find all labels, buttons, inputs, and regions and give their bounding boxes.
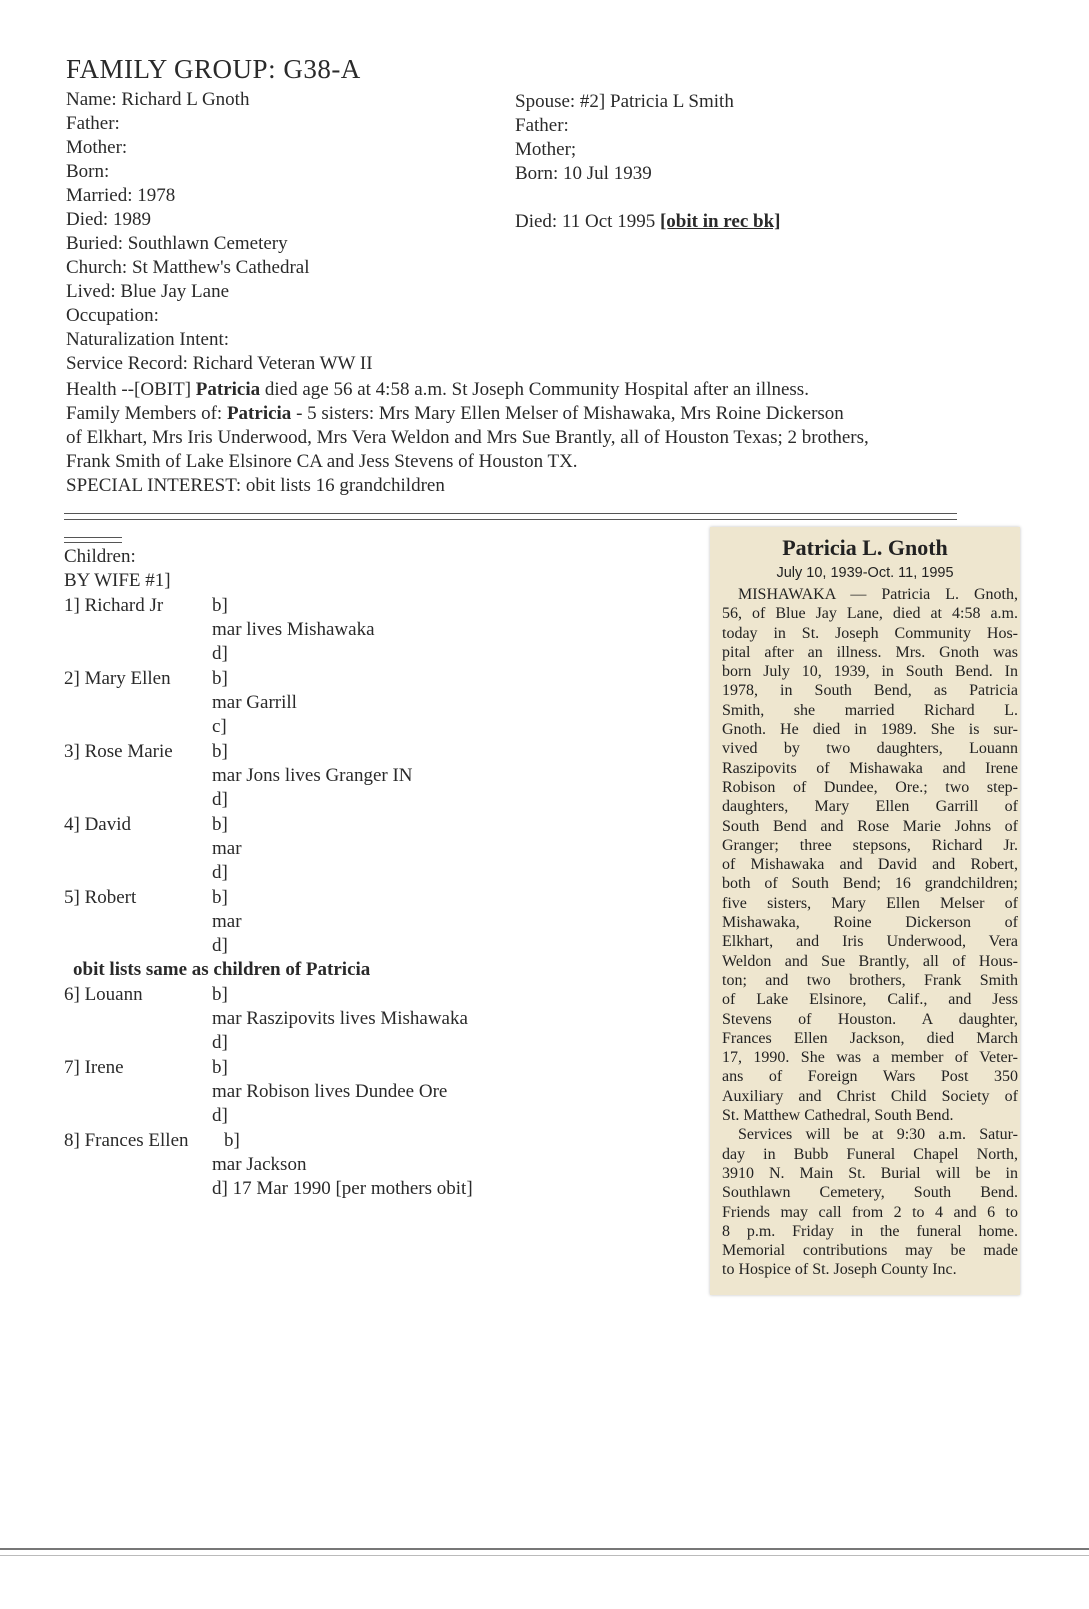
child-married: mar	[212, 838, 242, 859]
clipping-line: ton; and two brothers, Frank Smith	[722, 971, 1018, 989]
child-died: d]	[212, 935, 228, 956]
clipping-line: Smith, she married Richard L.	[722, 701, 1018, 719]
children-heading: Children:	[64, 546, 136, 567]
clipping-line: born July 10, 1939, in South Bend. In	[722, 663, 1018, 681]
child-name: 6] Louann	[64, 984, 143, 1005]
clipping-line: 56, of Blue Jay Lane, died at 4:58 a.m.	[722, 605, 1018, 623]
child-name: 8] Frances Ellen	[64, 1130, 189, 1151]
by-wife-heading: BY WIFE #1]	[64, 570, 171, 591]
clipping-line: five sisters, Mary Ellen Melser of	[722, 894, 1018, 912]
child-died: d]	[212, 1105, 228, 1126]
husband-lived: Lived: Blue Jay Lane	[66, 281, 230, 302]
child-born: b]	[224, 1130, 240, 1151]
clipping-line: ans of Foreign Wars Post 350	[722, 1068, 1018, 1086]
separator-rule	[64, 513, 957, 520]
child-born: b]	[212, 887, 228, 908]
child-died: c]	[212, 716, 227, 737]
clipping-headline: Patricia L. Gnoth	[782, 535, 948, 560]
clipping-line: MISHAWAKA — Patricia L. Gnoth,	[738, 586, 1018, 603]
child-name: 3] Rose Marie	[64, 741, 173, 762]
family-members-line3: Frank Smith of Lake Elsinore CA and Jess Stevens of Houston TX.	[66, 451, 578, 472]
family-members-line2: of Elkhart, Mrs Iris Underwood, Mrs Vera Weldon and Mrs Sue Brantly, all of Houston Texas; 2 brothers,	[66, 427, 869, 448]
child-married: mar Robison lives Dundee Ore	[212, 1081, 448, 1102]
obit-children-note: obit lists same as children of Patricia	[73, 959, 371, 980]
child-born: b]	[212, 1057, 228, 1078]
clipping-dates: July 10, 1939-Oct. 11, 1995	[776, 565, 954, 581]
clipping-line: Auxiliary and Christ Child Society of	[722, 1087, 1018, 1105]
child-name: 5] Robert	[64, 887, 137, 908]
family-name: Patricia	[226, 403, 292, 424]
child-married: mar Raszipovits lives Mishawaka	[212, 1008, 468, 1029]
clipping-line: Raszipovits of Mishawaka and Irene	[722, 759, 1018, 777]
husband-church: Church: St Matthew's Cathedral	[66, 257, 310, 278]
child-died: d]	[212, 862, 228, 883]
page-bottom-rule	[0, 1548, 1089, 1550]
husband-name: Name: Richard L Gnoth	[66, 89, 250, 110]
child-died: d]	[212, 1032, 228, 1053]
clipping-line: Frances Ellen Jackson, died March	[722, 1029, 1018, 1047]
clipping-line: Robison of Dundee, Ore.; two step-	[722, 778, 1018, 796]
child-born: b]	[212, 814, 228, 835]
husband-mother: Mother:	[66, 137, 128, 158]
clipping-body	[722, 585, 1018, 1280]
child-married: mar Garrill	[212, 692, 297, 713]
clipping-line: Weldon and Sue Brantly, all of Hous-	[722, 952, 1018, 970]
clipping-line: South Bend and Rose Marie Johns of	[722, 817, 1018, 835]
clipping-line: to Hospice of St. Joseph County Inc.	[722, 1261, 957, 1279]
obit-link[interactable]: [obit in rec bk]	[659, 211, 781, 232]
child-died: d]	[212, 789, 228, 810]
family-prefix: Family Members of:	[66, 403, 227, 424]
family-members-note	[66, 402, 844, 426]
clipping-line: 17, 1990. She was a member of Veter-	[722, 1049, 1018, 1067]
spouse-mother: Mother;	[515, 139, 577, 160]
health-note	[66, 378, 809, 402]
clipping-line: day in Bubb Funeral Chapel North,	[722, 1145, 1018, 1163]
child-married: mar Jackson	[212, 1154, 307, 1175]
health-name: Patricia	[195, 379, 261, 400]
health-rest: died age 56 at 4:58 a.m. St Joseph Community Hospital after an illness.	[260, 379, 809, 400]
clipping-line: Gnoth. He died in 1989. She is sur-	[722, 721, 1018, 739]
page-bottom-rule-faint	[0, 1555, 1089, 1556]
clipping-line: Southlawn Cemetery, South Bend.	[722, 1184, 1018, 1202]
child-born: b]	[212, 984, 228, 1005]
clipping-line: of Lake Elsinore, Calif., and Jess	[722, 991, 1018, 1009]
clipping-line: of Mishawaka and David and Robert,	[722, 856, 1018, 874]
clipping-line: Friends may call from 2 to 4 and 6 to	[722, 1203, 1018, 1221]
child-name: 2] Mary Ellen	[64, 668, 171, 689]
obituary-clipping	[710, 527, 1020, 1295]
clipping-line: daughters, Mary Ellen Garrill of	[722, 798, 1018, 816]
child-married: mar Jons lives Granger IN	[212, 765, 413, 786]
spouse-died: Died: 11 Oct 1995	[515, 211, 660, 232]
husband-father: Father:	[66, 113, 120, 134]
page-title: FAMILY GROUP: G38-A	[66, 54, 361, 84]
child-born: b]	[212, 741, 228, 762]
child-born: b]	[212, 668, 228, 689]
clipping-line: 1978, in South Bend, as Patricia	[722, 682, 1018, 700]
special-interest: SPECIAL INTEREST: obit lists 16 grandchildren	[66, 475, 445, 496]
clipping-line: Granger; three stepsons, Richard Jr.	[722, 836, 1018, 854]
child-born: b]	[212, 595, 228, 616]
child-died: d] 17 Mar 1990 [per mothers obit]	[212, 1178, 473, 1199]
child-married: mar	[212, 911, 242, 932]
spouse-born: Born: 10 Jul 1939	[515, 163, 652, 184]
clipping-line: Mishawaka, Roine Dickerson of	[722, 914, 1018, 932]
husband-naturalization: Naturalization Intent:	[66, 329, 230, 350]
clipping-line: vived by two daughters, Louann	[722, 740, 1018, 758]
separator-rule-short	[64, 537, 122, 543]
clipping-line: Memorial contributions may be made	[722, 1242, 1018, 1260]
clipping-line: 3910 N. Main St. Burial will be in	[722, 1164, 1018, 1182]
clipping-line: pital after an illness. Mrs. Gnoth was	[722, 643, 1018, 661]
health-prefix: Health --[OBIT]	[66, 379, 196, 400]
spouse-died-line	[515, 210, 780, 234]
child-name: 4] David	[64, 814, 132, 835]
family-rest: - 5 sisters: Mrs Mary Ellen Melser of Mishawaka, Mrs Roine Dickerson	[291, 403, 844, 424]
child-married: mar lives Mishawaka	[212, 619, 375, 640]
spouse-father: Father:	[515, 115, 569, 136]
spouse-name: Spouse: #2] Patricia L Smith	[515, 91, 734, 112]
clipping-line: today in St. Joseph Community Hos-	[722, 624, 1018, 642]
husband-occupation: Occupation:	[66, 305, 159, 326]
child-name: 7] Irene	[64, 1057, 124, 1078]
child-died: d]	[212, 643, 228, 664]
husband-born: Born:	[66, 161, 110, 182]
clipping-line: Elkhart, and Iris Underwood, Vera	[722, 933, 1018, 951]
clipping-line: both of South Bend; 16 grandchildren;	[722, 875, 1018, 893]
husband-married: Married: 1978	[66, 185, 176, 206]
husband-died: Died: 1989	[66, 209, 151, 230]
child-name: 1] Richard Jr	[64, 595, 164, 616]
clipping-line: Stevens of Houston. A daughter,	[722, 1010, 1018, 1028]
clipping-line: Services will be at 9:30 a.m. Satur-	[738, 1126, 1018, 1144]
clipping-line: St. Matthew Cathedral, South Bend.	[722, 1107, 954, 1125]
clipping-line: 8 p.m. Friday in the funeral home.	[722, 1222, 1018, 1240]
husband-buried: Buried: Southlawn Cemetery	[66, 233, 288, 254]
husband-service: Service Record: Richard Veteran WW II	[66, 353, 373, 374]
